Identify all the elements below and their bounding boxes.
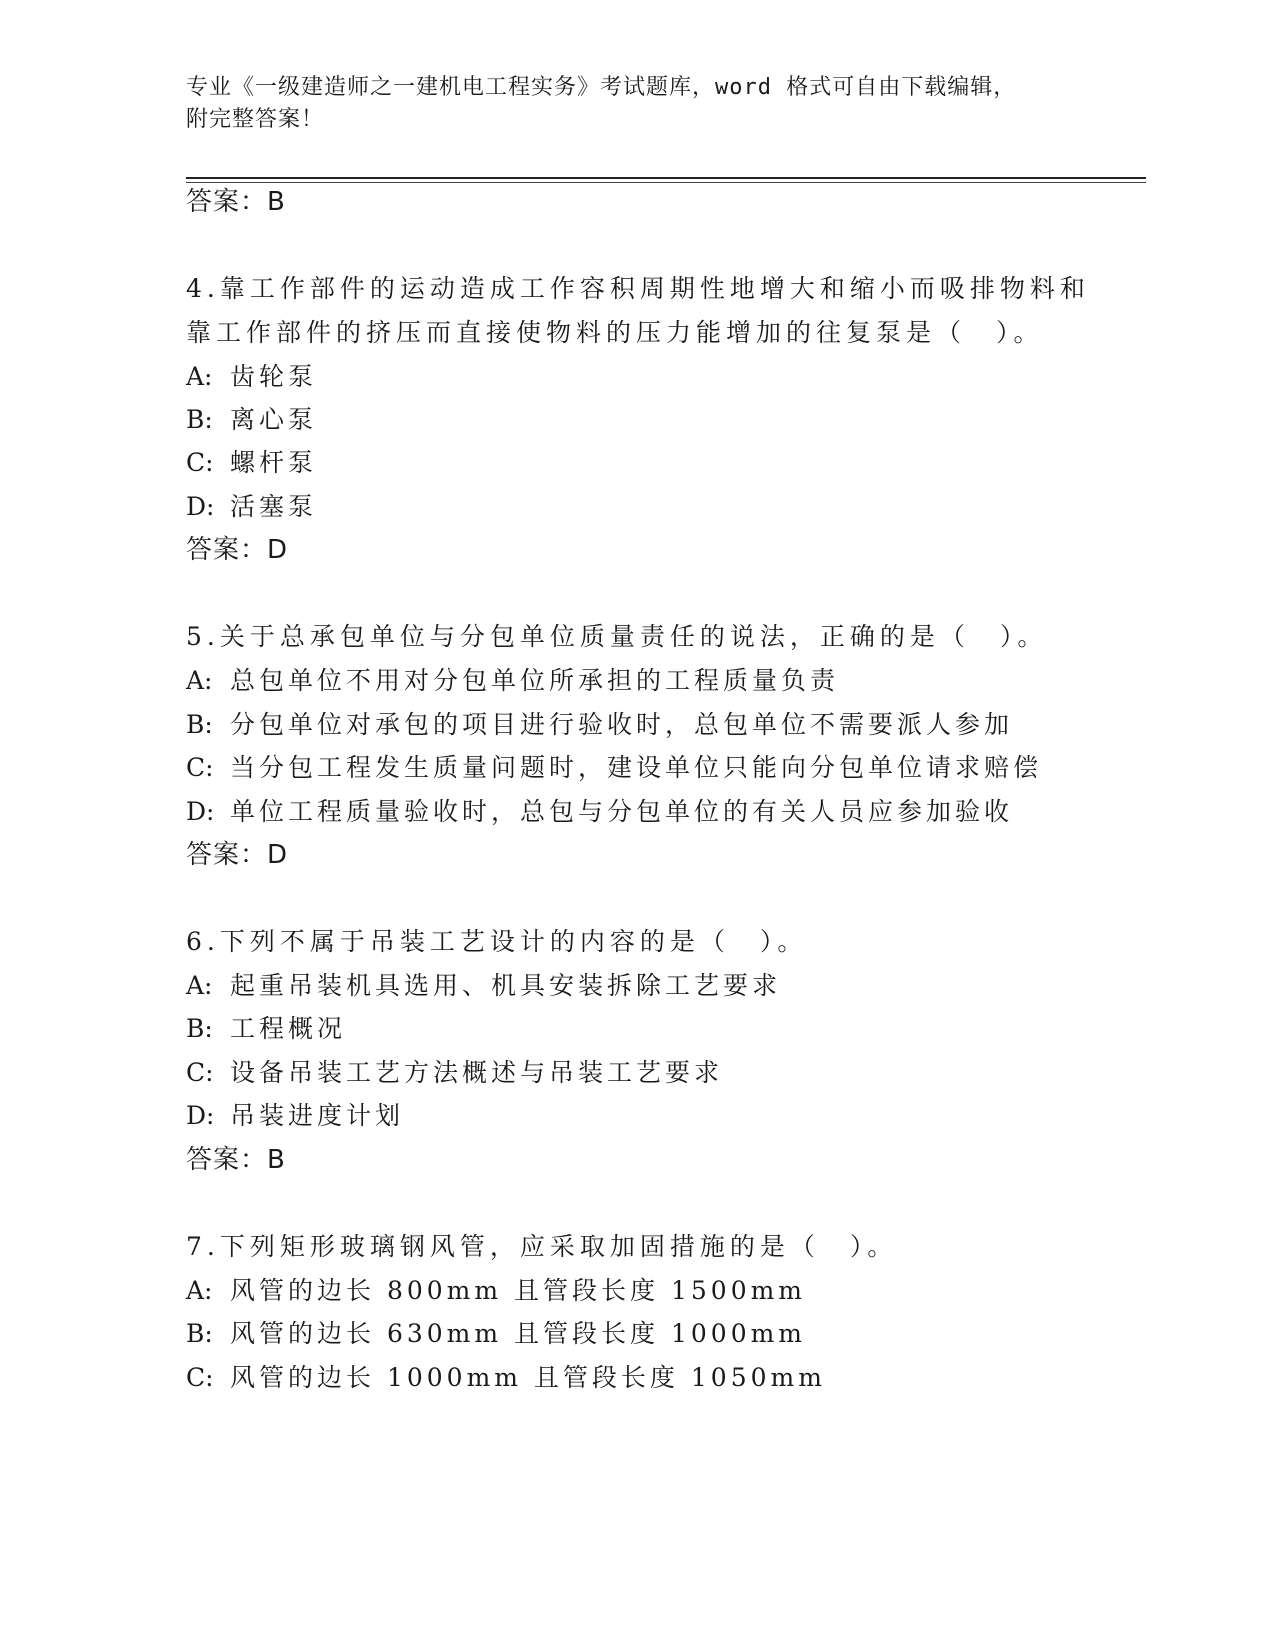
header-line-2: 附完整答案！ (186, 107, 325, 132)
option-key: A: (186, 971, 213, 1000)
answer-q5: 答案：D (186, 840, 289, 870)
question-5-option-b (186, 709, 1013, 741)
option-key: B: (186, 1319, 213, 1348)
option-key: C: (186, 1363, 214, 1392)
option-key: A: (186, 1276, 213, 1305)
question-7-option-c (186, 1362, 826, 1394)
option-text: 起重吊装机具选用、机具安装拆除工艺要求 (230, 971, 782, 1000)
question-4-option-c (186, 447, 317, 479)
option-key: C: (186, 753, 214, 782)
question-6-option-c (186, 1057, 723, 1089)
option-text: 当分包工程发生质量问题时，建设单位只能向分包单位请求赔偿 (230, 753, 1043, 782)
option-key: A: (186, 666, 213, 695)
question-5-text-line-1: 5.关于总承包单位与分包单位质量责任的说法，正确的是（ ）。 (186, 622, 1048, 651)
answer-q6: 答案：B (186, 1145, 286, 1175)
option-key: B: (186, 405, 213, 434)
header-line-1: 专业《一级建造师之一建机电工程实务》考试题库，word 格式可自由下载编辑， (186, 75, 1017, 100)
option-key: D: (186, 797, 215, 826)
question-5-option-a (186, 665, 839, 697)
option-text: 吊装进度计划 (230, 1101, 405, 1130)
question-4-text-line-2: 靠工作部件的挤压而直接使物料的压力能增加的往复泵是（ ）。 (186, 318, 1044, 347)
answer-q3: 答案：B (186, 187, 286, 217)
option-text: 风管的边长 630mm 且管段长度 1000mm (230, 1319, 807, 1348)
header-rule-thin (186, 182, 1146, 183)
question-4-option-d (186, 491, 317, 523)
question-7-option-a (186, 1275, 806, 1307)
option-key: D: (186, 1101, 215, 1130)
option-text: 风管的边长 800mm 且管段长度 1500mm (230, 1276, 807, 1305)
answer-q4: 答案：D (186, 535, 289, 565)
option-text: 单位工程质量验收时，总包与分包单位的有关人员应参加验收 (230, 797, 1014, 826)
question-4-text-line-1: 4.靠工作部件的运动造成工作容积周期性地增大和缩小而吸排物料和 (186, 274, 1090, 303)
option-text: 风管的边长 1000mm 且管段长度 1050mm (230, 1363, 826, 1392)
option-key: D: (186, 492, 215, 521)
option-key: B: (186, 1014, 213, 1043)
option-text: 螺杆泵 (230, 448, 318, 477)
option-key: A: (186, 362, 213, 391)
question-6-option-b (186, 1013, 346, 1045)
option-text: 齿轮泵 (230, 362, 318, 391)
option-text: 活塞泵 (230, 492, 318, 521)
question-5-option-d (186, 796, 1013, 828)
question-5-option-c (186, 752, 1042, 784)
question-6-text-line-1: 6.下列不属于吊装工艺设计的内容的是（ ）。 (186, 927, 808, 956)
question-7-text-line-1: 7.下列矩形玻璃钢风管，应采取加固措施的是（ ）。 (186, 1232, 898, 1261)
question-4-option-b (186, 404, 317, 436)
option-key: B: (186, 710, 213, 739)
header-rule-thick (186, 177, 1146, 179)
option-text: 工程概况 (230, 1014, 347, 1043)
option-key: C: (186, 448, 214, 477)
question-6-option-a (186, 970, 781, 1002)
option-text: 离心泵 (230, 405, 318, 434)
option-text: 设备吊装工艺方法概述与吊装工艺要求 (230, 1058, 724, 1087)
option-key: C: (186, 1058, 214, 1087)
question-6-option-d (186, 1100, 404, 1132)
option-text: 总包单位不用对分包单位所承担的工程质量负责 (230, 666, 840, 695)
question-7-option-b (186, 1318, 806, 1350)
option-text: 分包单位对承包的项目进行验收时，总包单位不需要派人参加 (230, 710, 1014, 739)
document-header (186, 72, 1086, 136)
question-4-option-a (186, 361, 317, 393)
